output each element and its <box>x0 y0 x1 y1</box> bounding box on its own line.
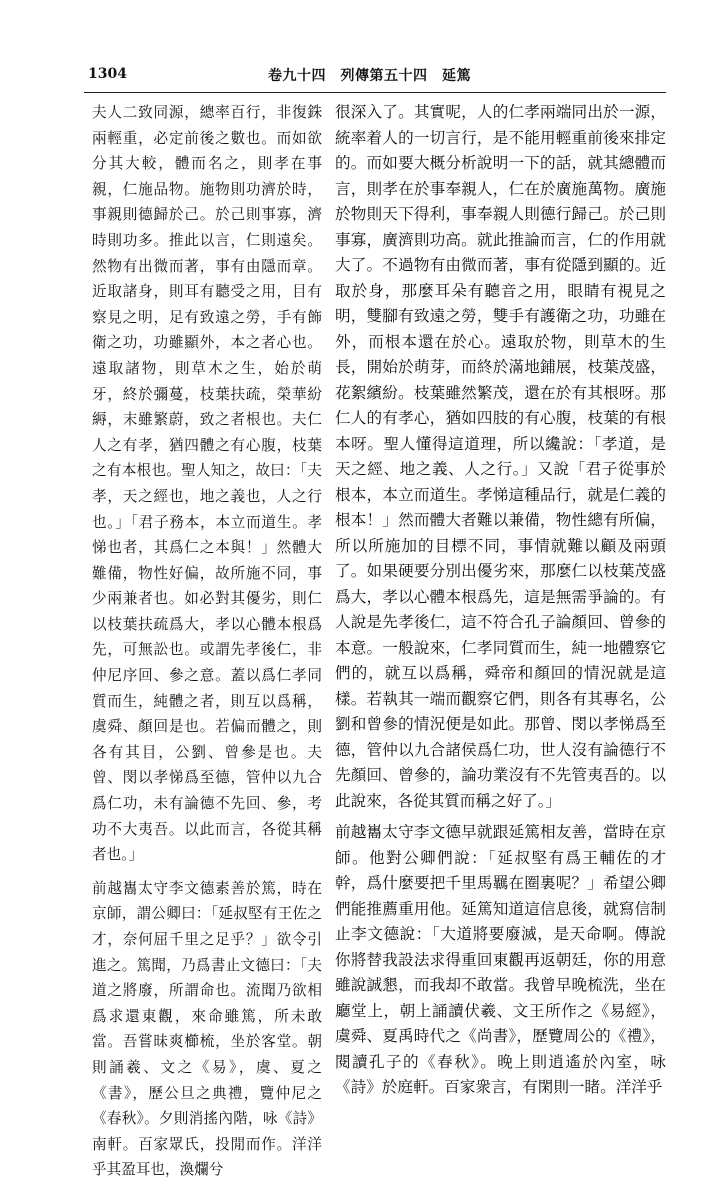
original-text-column <box>92 100 322 1179</box>
translation-paragraph: 很深入了。其實呢，人的仁孝兩端同出於一源，統率着人的一切言行，是不能用輕重前後來排定的。而如要大概分析說明一下的話，就其總體而言，則孝在於事奉親人，仁在於廣施萬物。廣施於物則天下得利，事奉親人則德行歸己。於己則事寡，廣濟則功高。就此推論而言，仁的作用就大了。不過物有由微而著，事有從隱到顯的。近取於身，那麼耳朵有聽音之用，眼睛有視見之明，雙腳有致遠之勞，雙手有護衛之功，功雖在外，而根本還在於心。遠取於物，則草木的生長，開始於萌芽，而終於滿地鋪展，枝葉茂盛，花絮繽紛。枝葉雖然繁茂，還在於有其根呀。那仁人的有孝心，猶如四肢的有心腹，枝葉的有根本呀。聖人懂得這道理，所以纔說：「孝道，是天之經、地之義、人之行。」又說「君子從事於根本，本立而道生。孝悌這種品行，就是仁義的根本！」然而體大者難以兼備，物性總有所偏，所以所施加的目標不同，事情就難以顧及兩頭了。如果硬要分別出優劣來，那麼仁以枝葉茂盛爲大，孝以心體本根爲先，這是無需爭論的。有人說是先孝後仁，這不符合孔子論顏回、曾參的本意。一般說來，仁孝同質而生，純一地體察它們的，就互以爲稱，舜帝和顏回的情況就是這樣。若執其一端而觀察它們，則各有其專名，公劉和曾參的情況便是如此。那曾、閔以孝悌爲至德，管仲以九合諸侯爲仁功，世人沒有論德行不先顏回、曾參的，論功業沒有不先管夷吾的。以此說來，各從其質而稱之好了。」 <box>335 103 666 810</box>
translation-column <box>335 100 666 1096</box>
original-paragraph: 前越巂太守李文德素善於篤，時在京師，謂公卿曰：「延叔堅有王佐之才，奈何屈千里之足乎？」欲令引進之。篤聞，乃爲書止文德曰：「夫道之將廢，所謂命也。流聞乃欲相爲求還東觀，來命雖篤，所未敢當。吾嘗昧爽櫛梳，坐於客堂。朝則誦羲、文之《易》，虞、夏之《書》，歷公旦之典禮，覽仲尼之《春秋》。夕則消搖內階，咏《詩》南軒。百家眾氏，投閒而作。洋洋乎其盈耳也，渙爛兮 <box>92 879 322 1179</box>
translation-paragraph: 前越巂太守李文德早就跟延篤相友善，當時在京師。他對公卿們說：「延叔堅有爲王輔佐的才幹，爲什麼要把千里馬羈在圈裏呢？」希望公卿們能推薦重用他。延篤知道這信息後，就寫信制止李文德說：「大道將要廢滅，是天命啊。傳說你將替我設法求得重回東觀再返朝廷，你的用意雖說誠懇，而我却不敢當。我曾早晚梳洗，坐在廳堂上，朝上誦讀伏羲、文王所作之《易經》，虞舜、夏禹時代之《尚書》，歷覽周公的《禮》，閱讀孔子的《春秋》。晚上則逍遙於內室，咏《詩》於庭軒。百家衆言，有閑則一睹。洋洋乎 <box>335 823 666 1096</box>
running-head: 卷九十四 列傳第五十四 延篤 <box>268 68 471 84</box>
header-rule <box>84 92 666 93</box>
page-number: 1304 <box>88 66 127 82</box>
original-paragraph: 夫人二致同源，總率百行，非復銖兩輕重，必定前後之數也。而如欲分其大較，體而名之，則孝在事親，仁施品物。施物則功濟於時，事親則德歸於己。於己則事寡，濟時則功多。推此以言，仁則遠矣。然物有出微而著，事有由隱而章。近取諸身，則耳有聽受之用，目有察見之明，足有致遠之勞，手有飾衛之功，功雖顯外，本之者心也。遠取諸物，則草木之生，始於萌牙，終於彌蔓，枝葉扶疏，榮華紛縟，末雖繁蔚，致之者根也。夫仁人之有孝，猶四體之有心腹，枝葉之有本根也。聖人知之，故曰：「夫孝，天之經也，地之義也，人之行也。」「君子務本，本立而道生。孝悌也者，其爲仁之本與！」然體大難備，物性好偏，故所施不同，事少兩兼者也。如必對其優劣，則仁以枝葉扶疏爲大，孝以心體本根爲先，可無訟也。或謂先孝後仁，非仲尼序回、參之意。蓋以爲仁孝同質而生，純體之者，則互以爲稱，虞舜、顏回是也。若偏而體之，則各有其目，公劉、曾參是也。夫曾、閔以孝悌爲至德，管仲以九合爲仁功，未有論德不先回、參，考功不大夷吾。以此而言，各從其稱者也。」 <box>92 104 322 864</box>
